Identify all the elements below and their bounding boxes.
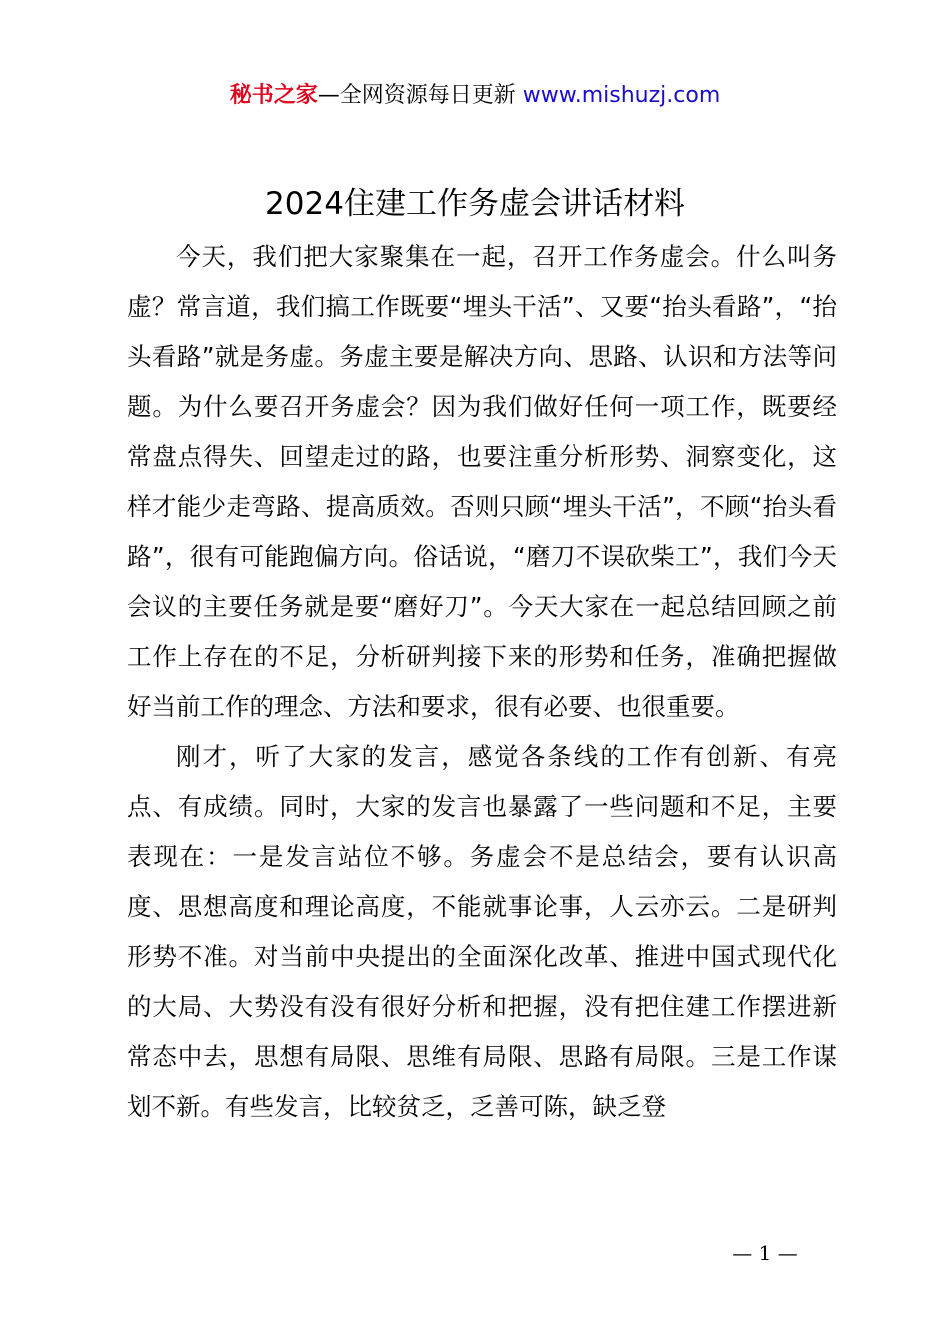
document-title: 2024住建工作务虚会讲话材料: [265, 186, 685, 222]
document-body: [127, 232, 837, 1132]
brand-name: 秘书之家: [229, 83, 318, 108]
paragraph-problems: 刚才，听了大家的发言，感觉各条线的工作有创新、有亮点、有成绩。同时，大家的发言也暴露了一些问题和不足，主要表现在：一是发言站位不够。务虚会不是总结会，要有认识高度、思想高度和理论高度，不能就事论事，人云亦云。二是研判形势不准。对当前中央提出的全面深化改革、推进中国式现代化的大局、大势没有没有很好分析和把握，没有把住建工作摆进新常态中去，思想有局限、思维有局限、思路有局限。三是工作谋划不新。有些发言，比较贫乏，乏善可陈，缺乏登: [127, 742, 837, 1121]
page-number: — 1 —: [732, 1241, 798, 1265]
site-header: [0, 80, 950, 112]
website-link[interactable]: www.mishuzj.com: [522, 83, 721, 108]
header-tagline: —全网资源每日更新: [317, 83, 523, 108]
paragraph-intro: 今天，我们把大家聚集在一起，召开工作务虚会。什么叫务虚？常言道，我们搞工作既要“埋头干活”、又要“抬头看路”，“抬头看路”就是务虚。务虚主要是解决方向、思路、认识和方法等问题。为什么要召开务虚会？因为我们做好任何一项工作，既要经常盘点得失、回望走过的路，也要注重分析形势、洞察变化，这样才能少走弯路、提高质效。否则只顾“埋头干活”，不顾“抬头看路”，很有可能跑偏方向。俗话说，“磨刀不误砍柴工”，我们今天会议的主要任务就是要“磨好刀”。今天大家在一起总结回顾之前工作上存在的不足，分析研判接下来的形势和任务，准确把握做好当前工作的理念、方法和要求，很有必要、也很重要。: [127, 242, 837, 721]
